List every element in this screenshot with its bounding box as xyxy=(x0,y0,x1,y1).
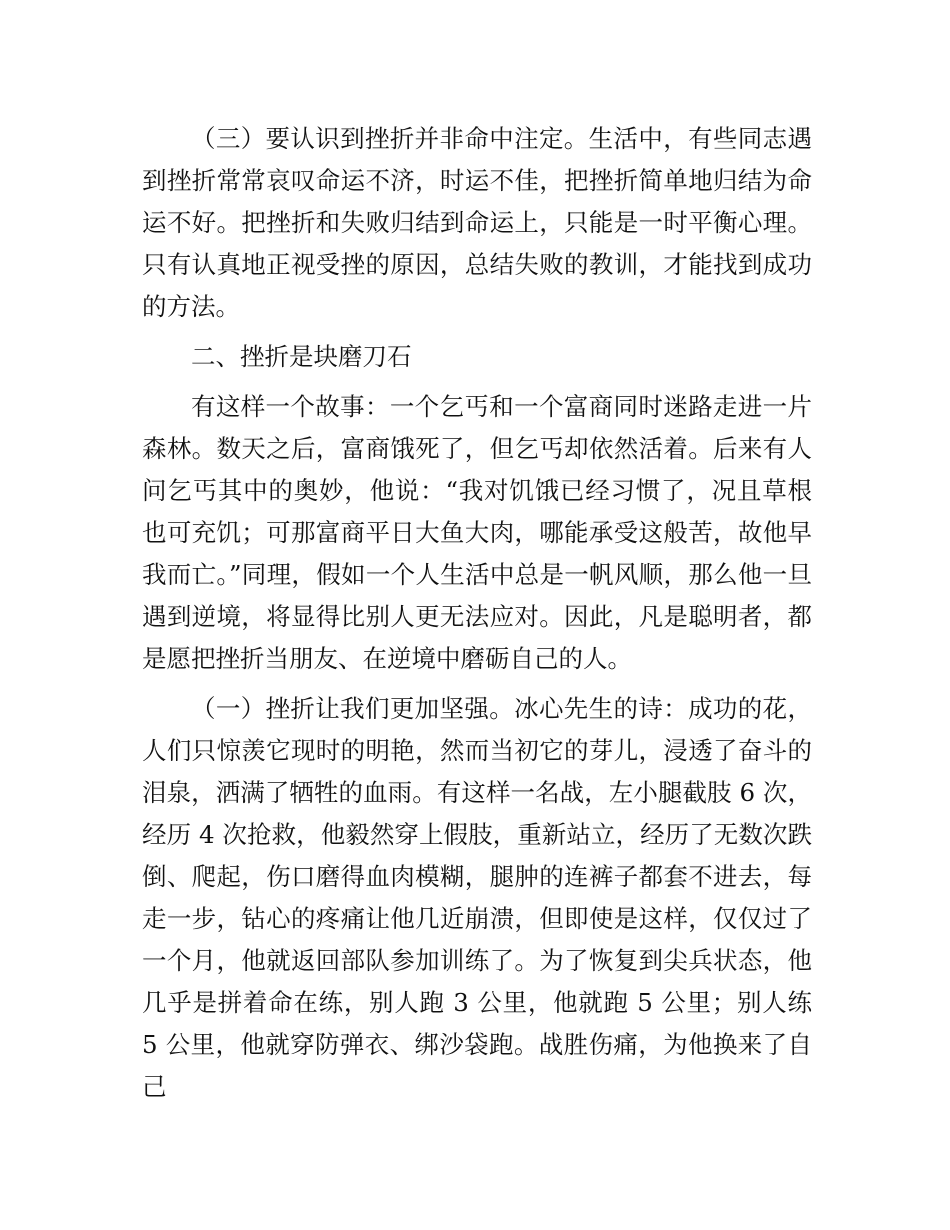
paragraph-beggar-story: 有这样一个故事：一个乞丐和一个富商同时迷路走进一片森林。数天之后，富商饿死了，但乞丐却依然活着。后来有人问乞丐其中的奥妙，他说：“我对饥饿已经习惯了，况且草根也可充饥；可那富商平日大鱼大肉，哪能承受这般苦，故他早我而亡。”同理，假如一个人生活中总是一帆风顺，那么他一旦遇到逆境，将显得比别人更无法应对。因此，凡是聪明者，都是愿把挫折当朋友、在逆境中磨砺自己的人。 xyxy=(142,392,812,673)
section-heading-whetstone: 二、挫折是块磨刀石 xyxy=(191,342,412,371)
document-body xyxy=(142,118,812,1116)
paragraph-setbacks-not-fate: （三）要认识到挫折并非命中注定。生活中，有些同志遇到挫折常常哀叹命运不济，时运不佳，把挫折简单地归结为命运不好。把挫折和失败归结到命运上，只能是一时平衡心理。只有认真地正视受挫的原因，总结失败的教训，才能找到成功的方法。 xyxy=(142,124,812,321)
paragraph-setbacks-make-stronger: （一）挫折让我们更加坚强。冰心先生的诗：成功的花，人们只惊羡它现时的明艳，然而当初它的芽儿，浸透了奋斗的泪泉，洒满了牺牲的血雨。有这样一名战，左小腿截肢 6 次，经历 4 次抢救，他毅然穿上假肢，重新站立，经历了无数次跌倒、爬起，伤口磨得血肉模糊，腿肿的连裤子都套不进去，每走一步，钻心的疼痛让他几近崩溃，但即使是这样，仅仅过了一个月，他就返回部队参加训练了。为了恢复到尖兵状态，他几乎是拼着命在练，别人跑 3 公里，他就跑 5 公里；别人练 5 公里，他就穿防弹衣、绑沙袋跑。战胜伤痛，为他换来了自己 xyxy=(142,694,812,1101)
